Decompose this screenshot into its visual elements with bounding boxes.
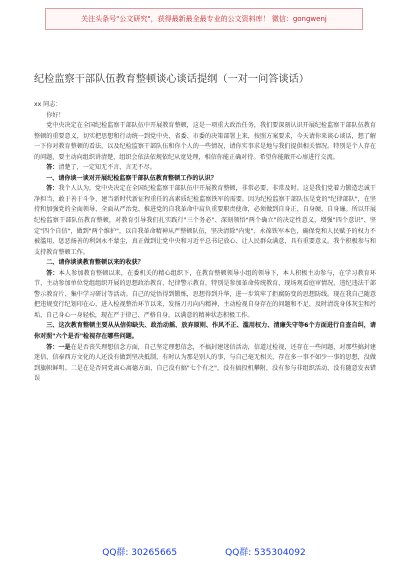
contact-footer	[0, 545, 408, 561]
greeting: xx 同志：	[34, 101, 62, 108]
banner-text: 关注头条号"公文研究"，获得最新最全最专业的公文资料库！ 微信：gongwenj	[81, 15, 327, 23]
answer-label: 答：	[46, 185, 59, 193]
question-1: 一、请你谈一谈对开展纪检监察干部队伍教育整顿工作的认识？	[46, 174, 217, 182]
qq-group-1: QQ群: 30265665	[102, 548, 178, 558]
question-2: 二、请你谈谈教育整顿以来的收获？	[46, 259, 144, 267]
answer-2	[34, 269, 376, 322]
document-title: 纪检监察干部队伍教育整顿谈心谈话提纲（一对一问答谈话）	[34, 74, 310, 85]
qq-group-2: QQ群: 535304092	[225, 548, 306, 558]
answer-1	[34, 184, 376, 258]
answer-label: 答：	[46, 343, 59, 351]
intro-paragraph: 党中央决定在全国纪检监察干部队伍中开展教育整顿，这是一项重大政治任务，我们要深刻认识开展纪检监察干部队伍教育整顿的重要意义，切实把思想和行动统一到党中央、省委、市委的决策部署上来，按照方案要求，今天请你来谈心谈话，想了解一下你对教育整顿的看法，以及纪检监察干部队伍和你个人的一些情况，请你实事求是地与我们提供相关情况。特别是个人存在的问题，要主动向组织讲清楚，组织会依法依规依纪从宽处理，相信你能正确对待。希望你能敞开心扉进行交流。	[34, 122, 376, 161]
answer-3-lead: 一是	[58, 343, 71, 351]
document-body	[34, 100, 376, 540]
answer-3	[34, 343, 376, 385]
answer-ok-text: 清楚了，一定知无不言、言无不尽。	[58, 164, 156, 172]
answer-label: 答：	[46, 164, 59, 172]
promo-banner	[45, 8, 363, 30]
hello: 你好！	[46, 111, 65, 119]
answer-ok	[34, 163, 376, 174]
question-3: 三、这次教育整顿主要从从信仰缺失、政治动摇、放弃原则、作风不正、滥用权力、清廉失守等6个方面进行自查自纠，请你对照"六个是否"检视存在哪些问题。	[34, 322, 376, 341]
answer-1-text: 我个人认为，党中央决定在全国纪检监察干部队伍中开展教育整顿，非常必要，非常及时。这是我们党着力锻造忠诚干净担当、敢于善于斗争，建当新时代新征程重任的高素质纪检监察铁军的需要。因为纪检监察干部队伍是党的"纪律部队"，在坚持和加强党的全面领导、全面从严治党、推进党的自我革命中肩负重要职责使命，必须做到自身正、自身硬、自身廉。所以开展纪检监察干部队伍教育整顿，对教育引导我们扎实践行"三个务必"、深刻领悟"两个确立"的决定性意义，增强"四个意识"、坚定"四个自信"，做到"两个维护"，以自我革命精神从严整顿队伍，坚决清除"内鬼"、永葆铁军本色，确保党和人民赋予的权力不被滥用、惩恶扬善的利剑永不蒙尘，真正做到让党中央和习近平总书记放心、让人民群众满意，具有重要意义。我个积极参与和支持教育整顿工作。	[34, 185, 376, 256]
answer-3-text: 在是否丧失理想信念方面，自己坚定理想信念，不搞封建迷信活动，信道过检视，还存在一些问题，对那些搞封建迷信、信奉西方文化的人还没有做到坚决抵制，有时认为那是别人的事，与自己毫无相关，存在多一事不如少一事的思想，没做到旗帜鲜明。二是在是否同党离心离德方面，自己没有搞"七个有之"，没有搞投机攀附，没有参与非组织活动，没有随意发表错误	[34, 343, 376, 383]
answer-label: 答：	[46, 269, 59, 277]
answer-2-text: 本人参加教育整顿以来，在委机关的精心组织下，在教育整顿领导小组的领导下，本人积极主动参与，在学习教育环节，主动参加单位党组组织开展的思想政治教育、纪律警示教育，特别是参加革命传统教育、现场观看庭审情况，违纪违法干部警示教育片、集中学习研讨等活动。自己的觉悟得到锻炼，思想得到升华，进一步筑牢了拒腐防变的思想防线。现在我自己随意把违规变行纪划印在心，进入检视整治环节以来，发扬刀刃向内精神，主动检视自身存在的问题和不足，及时清洗身体灰尘和污垢，自己身心一身轻松，现在严于律己、严格自身，以满意的精神状态积极工作。	[34, 269, 376, 319]
